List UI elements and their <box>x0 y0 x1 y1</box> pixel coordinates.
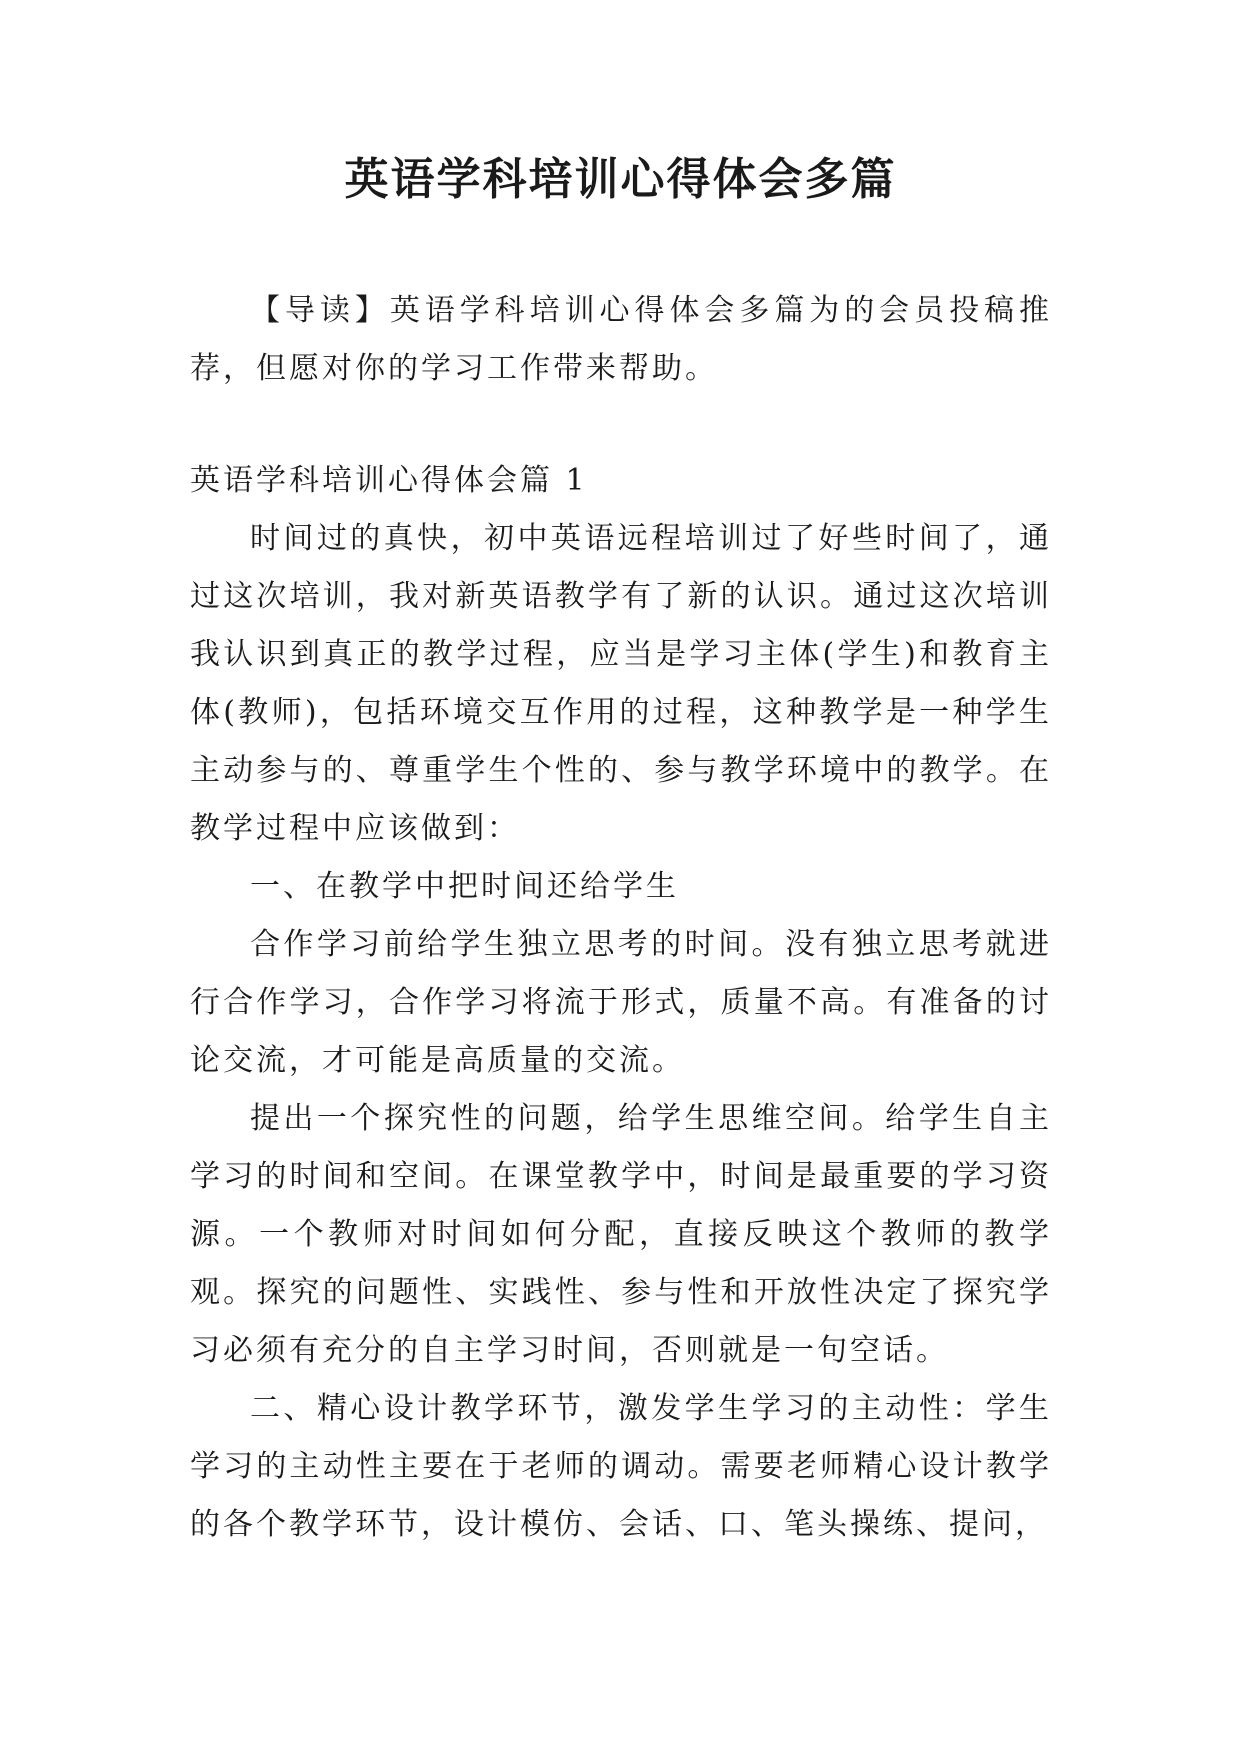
intro-paragraph: 【导读】英语学科培训心得体会多篇为的会员投稿推荐，但愿对你的学习工作带来帮助。 <box>190 293 1052 386</box>
body-paragraph: 二、精心设计教学环节，激发学生学习的主动性：学生学习的主动性主要在于老师的调动。需要老师精心设计教学的各个教学环节，设计模仿、会话、口、笔头操练、提问， <box>190 1391 1052 1542</box>
body-paragraph: 提出一个探究性的问题，给学生思维空间。给学生自主学习的时间和空间。在课堂教学中，时间是最重要的学习资源。一个教师对时间如何分配，直接反映这个教师的教学观。探究的问题性、实践性、参与性和开放性决定了探究学习必须有充分的自主学习时间，否则就是一句空话。 <box>190 1101 1052 1368</box>
body-paragraph: 合作学习前给学生独立思考的时间。没有独立思考就进行合作学习，合作学习将流于形式，质量不高。有准备的讨论交流，才可能是高质量的交流。 <box>190 927 1052 1078</box>
document-body <box>190 282 1052 1554</box>
body-paragraph: 时间过的真快，初中英语远程培训过了好些时间了，通过这次培训，我对新英语教学有了新的认识。通过这次培训我认识到真正的教学过程，应当是学习主体(学生)和教育主体(教师)，包括环境交互作用的过程，这种教学是一种学生主动参与的、尊重学生个性的、参与教学环境中的教学。在教学过程中应该做到： <box>190 521 1052 846</box>
section-heading: 英语学科培训心得体会篇 1 <box>190 463 588 498</box>
subheading-paragraph: 一、在教学中把时间还给学生 <box>250 869 679 904</box>
document-title: 英语学科培训心得体会多篇 <box>344 154 897 205</box>
